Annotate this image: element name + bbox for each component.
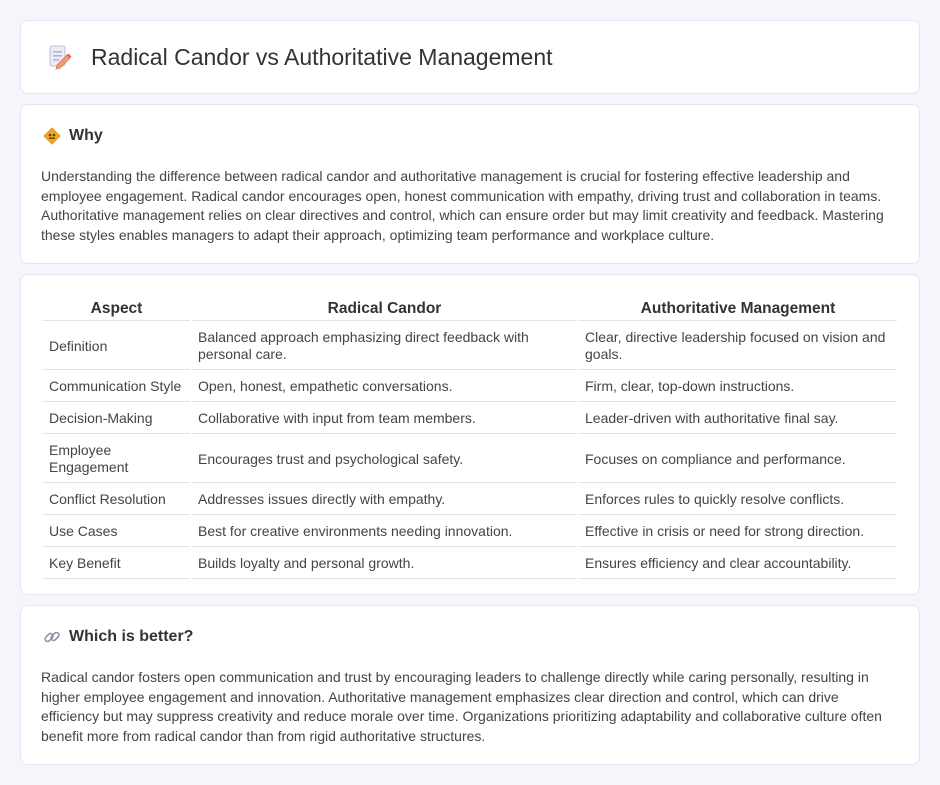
table-cell: Leader-driven with authoritative final say. bbox=[579, 404, 897, 434]
why-title: Why bbox=[69, 127, 103, 144]
table-cell: Focuses on compliance and performance. bbox=[579, 436, 897, 483]
table-header-row bbox=[43, 297, 897, 321]
which-better-heading bbox=[43, 628, 193, 646]
table-cell: Effective in crisis or need for strong direction. bbox=[579, 517, 897, 547]
table-cell: Key Benefit bbox=[43, 549, 190, 579]
table-cell: Best for creative environments needing innovation. bbox=[192, 517, 577, 547]
table-cell: Clear, directive leadership focused on vision and goals. bbox=[579, 323, 897, 370]
title-row bbox=[45, 43, 553, 71]
table-cell: Ensures efficiency and clear accountability. bbox=[579, 549, 897, 579]
table-cell: Builds loyalty and personal growth. bbox=[192, 549, 577, 579]
diamond-sign-icon bbox=[43, 127, 61, 145]
table-cell: Employee Engagement bbox=[43, 436, 190, 483]
document-edit-icon bbox=[45, 43, 73, 71]
table-row bbox=[43, 436, 897, 483]
link-icon bbox=[43, 628, 61, 646]
comparison-card bbox=[20, 274, 920, 595]
table-cell: Communication Style bbox=[43, 372, 190, 402]
table-cell: Use Cases bbox=[43, 517, 190, 547]
header-card bbox=[20, 20, 920, 94]
table-row bbox=[43, 404, 897, 434]
table-cell: Open, honest, empathetic conversations. bbox=[192, 372, 577, 402]
comparison-table bbox=[41, 295, 899, 581]
table-cell: Firm, clear, top-down instructions. bbox=[579, 372, 897, 402]
why-heading bbox=[43, 127, 103, 145]
column-header-aspect: Aspect bbox=[43, 297, 190, 321]
why-card bbox=[20, 104, 920, 264]
table-cell: Definition bbox=[43, 323, 190, 370]
table-cell: Encourages trust and psychological safety. bbox=[192, 436, 577, 483]
table-row bbox=[43, 517, 897, 547]
column-header-radical-candor: Radical Candor bbox=[192, 297, 577, 321]
table-cell: Decision-Making bbox=[43, 404, 190, 434]
table-row bbox=[43, 485, 897, 515]
page-title: Radical Candor vs Authoritative Management bbox=[91, 43, 553, 70]
table-cell: Collaborative with input from team members. bbox=[192, 404, 577, 434]
table-cell: Enforces rules to quickly resolve conflicts. bbox=[579, 485, 897, 515]
table-row bbox=[43, 549, 897, 579]
why-text: Understanding the difference between radical candor and authoritative management is crucial for fostering effective leadership and employee engagement. Radical candor encourages open, honest communication with empathy, driving trust and collaboration in teams. Authoritative management relies on clear directives and control, which can ensure order but may limit creativity and feedback. Mastering these styles enables managers to adapt their approach, optimizing team performance and workplace culture. bbox=[41, 168, 884, 243]
column-header-authoritative: Authoritative Management bbox=[579, 297, 897, 321]
table-cell: Balanced approach emphasizing direct feedback with personal care. bbox=[192, 323, 577, 370]
table-row bbox=[43, 372, 897, 402]
table-row bbox=[43, 323, 897, 370]
which-better-card bbox=[20, 605, 920, 765]
which-better-title: Which is better? bbox=[69, 628, 194, 645]
table-cell: Conflict Resolution bbox=[43, 485, 190, 515]
which-better-text: Radical candor fosters open communication and trust by encouraging leaders to challenge directly while caring personally, resulting in higher employee engagement and innovation. Authoritative management emphasizes clear direction and control, which can drive efficiency but may suppress creativity and reduce morale over time. Organizations prioritizing adaptability and collaborative culture often benefit more from radical candor than from rigid authoritative structures. bbox=[41, 669, 882, 744]
table-cell: Addresses issues directly with empathy. bbox=[192, 485, 577, 515]
